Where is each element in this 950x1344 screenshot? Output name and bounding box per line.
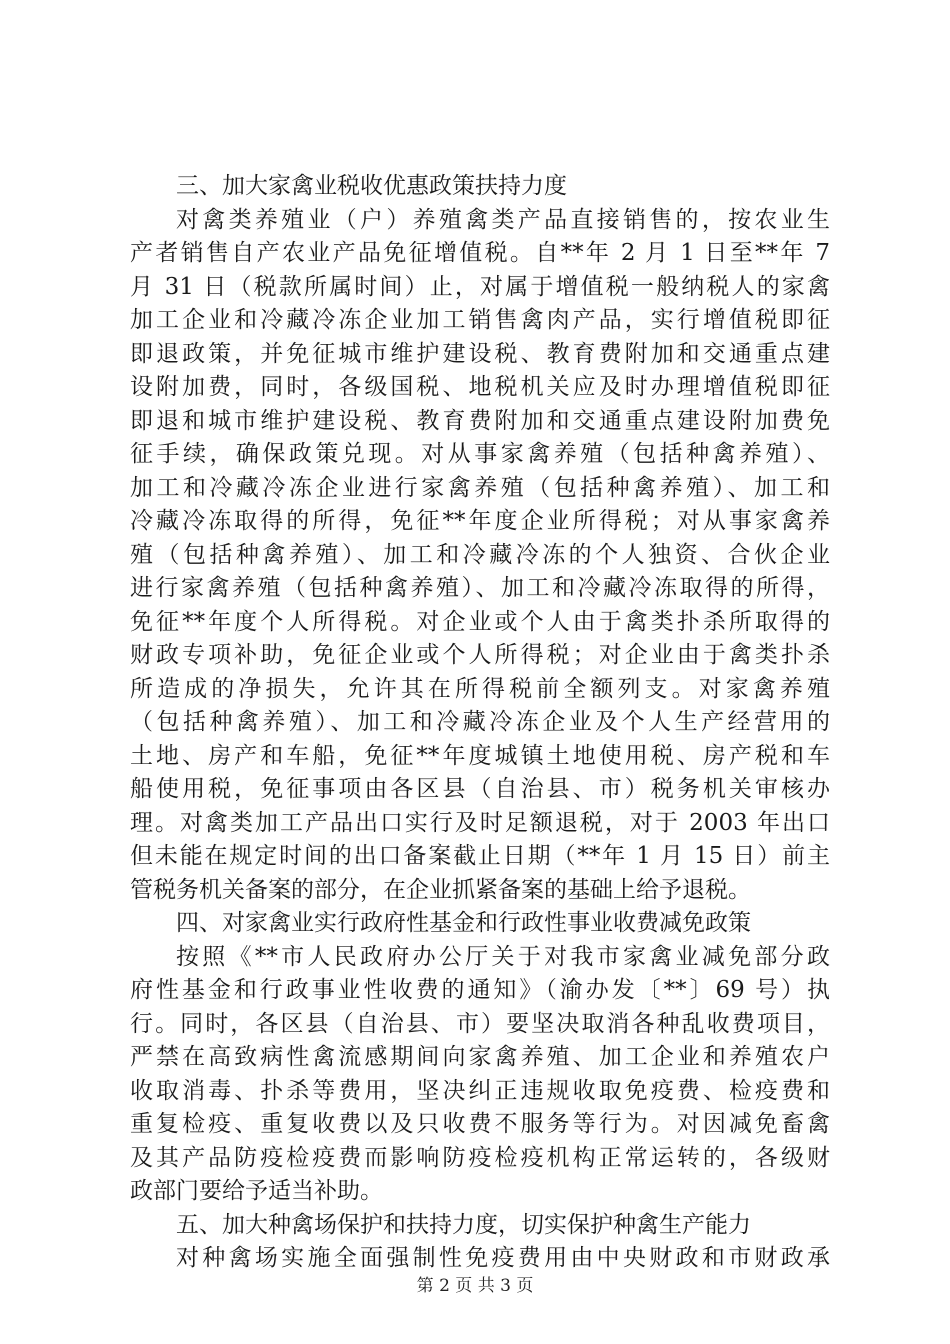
paragraph-line: 征手续，确保政策兑现。对从事家禽养殖（包括种禽养殖）、 bbox=[130, 441, 830, 467]
paragraph-line: 即退和城市维护建设税、教育费附加和交通重点建设附加费免 bbox=[130, 407, 830, 434]
paragraph-line: 理。对禽类加工产品出口实行及时足额退税，对于 2003 年出口 bbox=[130, 809, 830, 836]
page-footer: 第 2 页 共 3 页 bbox=[416, 1276, 534, 1296]
paragraph-line: 加工和冷藏冷冻企业进行家禽养殖（包括种禽养殖）、加工和 bbox=[130, 474, 830, 501]
paragraph-line: 收取消毒、扑杀等费用，坚决纠正违规收取免疫费、检疫费和 bbox=[130, 1077, 830, 1104]
paragraph-line: 管税务机关备案的部分，在企业抓紧备案的基础上给予退税。 bbox=[130, 876, 751, 903]
paragraph-line: 所造成的净损失，允许其在所得税前全额列支。对家禽养殖 bbox=[130, 675, 830, 702]
paragraph-line: 但未能在规定时间的出口备案截止日期（**年 1 月 15 日）前主 bbox=[130, 843, 830, 869]
paragraph-line: 月 31 日（税款所属时间）止，对属于增值税一般纳税人的家禽 bbox=[130, 273, 830, 300]
paragraph-line: 即退政策，并免征城市维护建设税、教育费附加和交通重点建 bbox=[130, 340, 830, 367]
paragraph-line: 按照《**市人民政府办公厅关于对我市家禽业减免部分政 bbox=[176, 943, 830, 970]
paragraph-line: 府性基金和行政事业性收费的通知》（渝办发〔**〕69 号）执 bbox=[130, 977, 830, 1003]
paragraph-line: 土地、房产和车船，免征**年度城镇土地使用税、房产税和车 bbox=[130, 742, 830, 769]
paragraph-line: 船使用税，免征事项由各区县（自治县、市）税务机关审核办 bbox=[130, 776, 830, 802]
paragraph-line: 严禁在高致病性禽流感期间向家禽养殖、加工企业和养殖农户 bbox=[130, 1044, 830, 1070]
document-body bbox=[130, 170, 830, 1276]
section-heading: 三、加大家禽业税收优惠政策扶持力度 bbox=[176, 173, 567, 199]
section-heading: 五、加大种禽场保护和扶持力度，切实保护种禽生产能力 bbox=[176, 1211, 751, 1238]
paragraph-line: 对种禽场实施全面强制性免疫费用由中央财政和市财政承 bbox=[176, 1245, 830, 1271]
paragraph-line: 行。同时，各区县（自治县、市）要坚决取消各种乱收费项目， bbox=[130, 1010, 830, 1037]
paragraph-line: 财政专项补助，免征企业或个人所得税；对企业由于禽类扑杀 bbox=[130, 642, 830, 668]
paragraph-line: 重复检疫、重复收费以及只收费不服务等行为。对因减免畜禽 bbox=[130, 1111, 830, 1137]
paragraph-line: 免征**年度个人所得税。对企业或个人由于禽类扑杀所取得的 bbox=[130, 608, 830, 635]
paragraph-line: 冷藏冷冻取得的所得，免征**年度企业所得税；对从事家禽养 bbox=[130, 508, 830, 534]
paragraph-line: 进行家禽养殖（包括种禽养殖）、加工和冷藏冷冻取得的所得， bbox=[130, 575, 830, 601]
section-heading: 四、对家禽业实行政府性基金和行政性事业收费减免政策 bbox=[176, 910, 751, 936]
paragraph-line: 殖（包括种禽养殖）、加工和冷藏冷冻的个人独资、合伙企业 bbox=[130, 541, 830, 568]
paragraph-line: 产者销售自产农业产品免征增值税。自**年 2 月 1 日至**年 7 bbox=[130, 240, 830, 266]
paragraph-line: （包括种禽养殖）、加工和冷藏冷冻企业及个人生产经营用的 bbox=[130, 709, 830, 735]
paragraph-line: 加工企业和冷藏冷冻企业加工销售禽肉产品，实行增值税即征 bbox=[130, 307, 830, 333]
paragraph-line: 对禽类养殖业（户）养殖禽类产品直接销售的，按农业生 bbox=[176, 206, 830, 233]
paragraph-line: 及其产品防疫检疫费而影响防疫检疫机构正常运转的，各级财 bbox=[130, 1144, 830, 1171]
paragraph-line: 政部门要给予适当补助。 bbox=[130, 1178, 383, 1204]
paragraph-line: 设附加费，同时，各级国税、地税机关应及时办理增值税即征 bbox=[130, 374, 830, 400]
